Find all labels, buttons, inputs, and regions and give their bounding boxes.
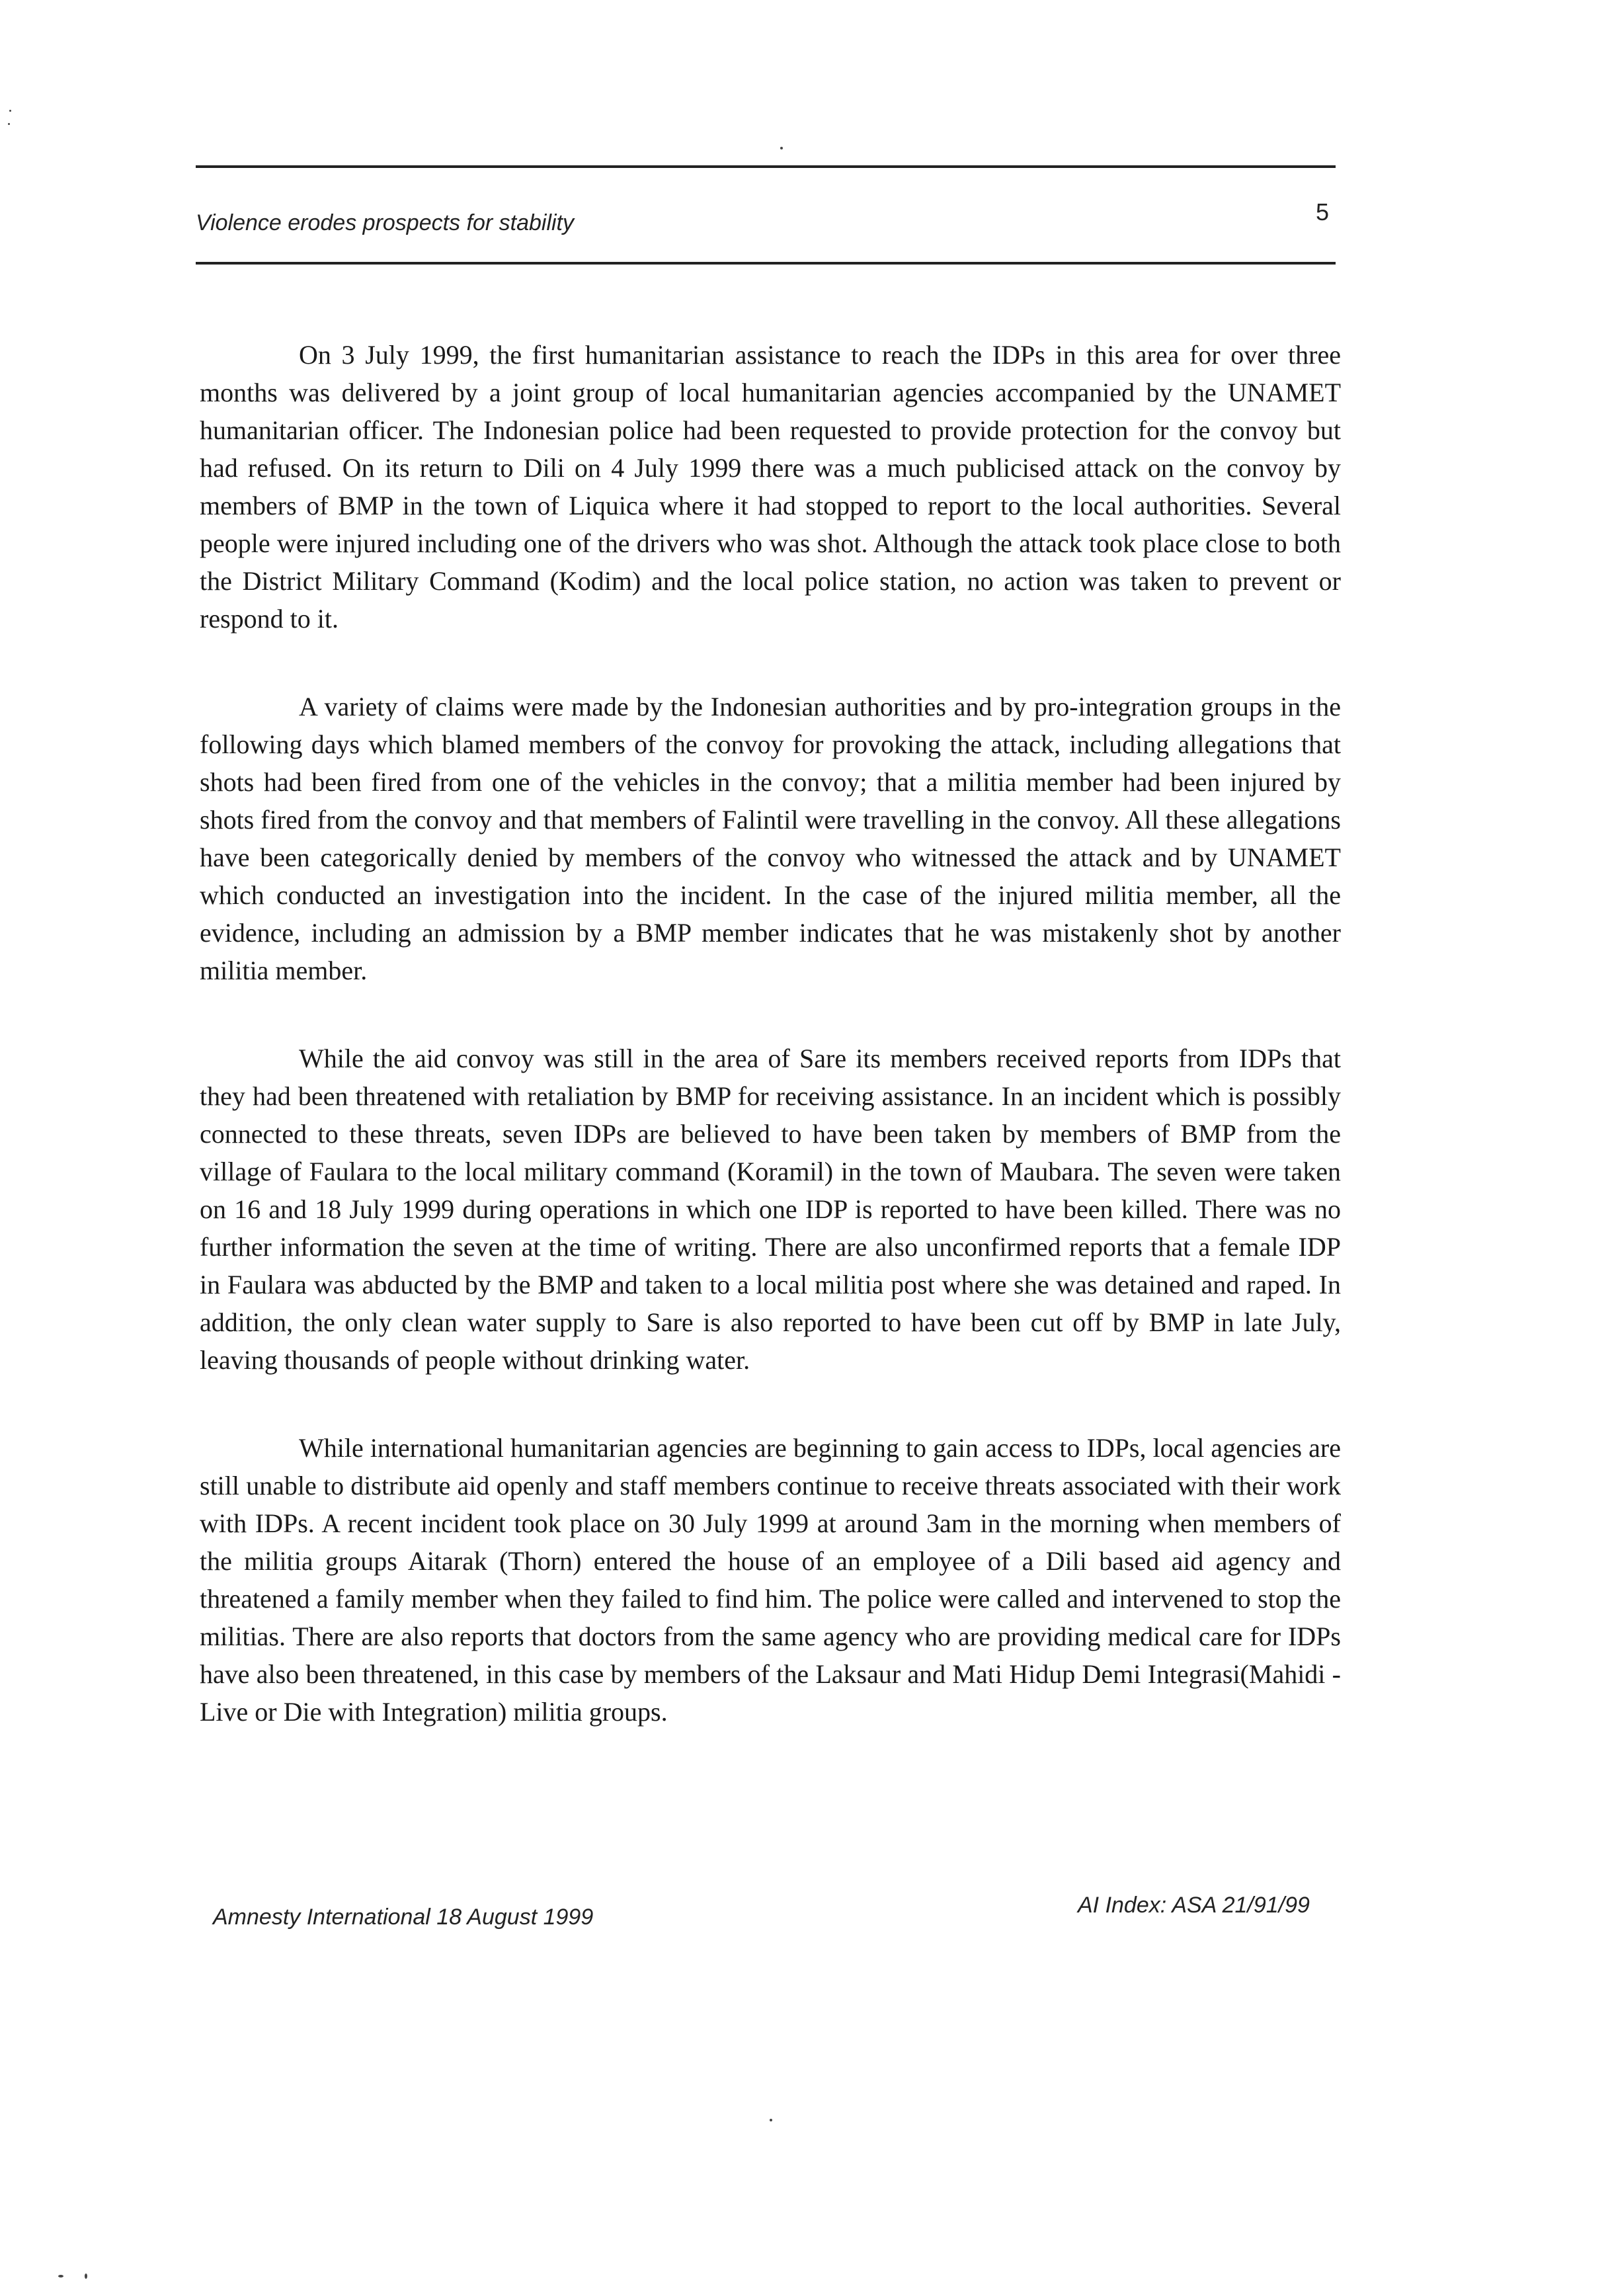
scan-speck [9, 110, 11, 112]
page-number: 5 [1316, 198, 1330, 226]
footer-publisher-date: Amnesty International 18 August 1999 [213, 1905, 594, 1930]
scan-speck [58, 2275, 63, 2277]
scan-speck [85, 2274, 87, 2279]
body-text [200, 336, 1341, 1781]
scan-speck [780, 147, 783, 149]
paragraph-3: While the aid convoy was still in the area of Sare its members received reports from IDPs that they had been threatened with retaliation by BMP for receiving assistance. In an incident which is possibly connected to these threats, seven IDPs are believed to have been taken by members of BMP from the village of Faulara to the local military command (Koramil) in the town of Maubara. The seven were taken on 16 and 18 July 1999 during operations in which one IDP is reported to have been killed. There was no further information the seven at the time of writing. There are also unconfirmed reports that a female IDP in Faulara was abducted by the BMP and taken to a local militia post where she was detained and raped. In addition, the only clean water supply to Sare is also reported to have been cut off by BMP in late July, leaving thousands of people without drinking water. [200, 1044, 1341, 1375]
paragraph-1: On 3 July 1999, the first humanitarian assistance to reach the IDPs in this area for over three months was delivered by a joint group of local humanitarian agencies accompanied by the UNAMET humanitarian officer. The Indonesian police had been requested to provide protection for the convoy but had refused. On its return to Dili on 4 July 1999 there was a much publicised attack on the convoy by members of BMP in the town of Liquica where it had stopped to report to the local authorities. Several people were injured including one of the drivers who was shot. Although the attack took place close to both the District Military Command (Kodim) and the local police station, no action was taken to prevent or respond to it. [200, 340, 1341, 634]
header-rule-top [196, 165, 1336, 168]
header-rule-bottom [196, 262, 1336, 265]
scan-speck [770, 2119, 772, 2121]
running-title: Violence erodes prospects for stability [196, 210, 575, 235]
paragraph-4: While international humanitarian agencies are beginning to gain access to IDPs, local agencies are still unable to distribute aid openly and staff members continue to receive threats associated with their work with IDPs. A recent incident took place on 30 July 1999 at around 3am in the morning when members of the militia groups Aitarak (Thorn) entered the house of an employee of a Dili based aid agency and threatened a family member when they failed to find him. The police were called and intervened to stop the militias. There are also reports that doctors from the same agency who are providing medical care for IDPs have also been threatened, in this case by members of the Laksaur and Mati Hidup Demi Integrasi(Mahidi - Live or Die with Integration) militia groups. [200, 1433, 1341, 1727]
scan-speck [8, 123, 10, 125]
paragraph-2: A variety of claims were made by the Indonesian authorities and by pro-integration groups in the following days which blamed members of the convoy for provoking the attack, including allegations that shots had been fired from one of the vehicles in the convoy; that a militia member had been injured by shots fired from the convoy and that members of Falintil were travelling in the convoy. All these allegations have been categorically denied by members of the convoy who witnessed the attack and by UNAMET which conducted an investigation into the incident. In the case of the injured militia member, all the evidence, including an admission by a BMP member indicates that he was mistakenly shot by another militia member. [200, 692, 1341, 985]
footer-ai-index: AI Index: ASA 21/91/99 [1078, 1893, 1310, 1918]
